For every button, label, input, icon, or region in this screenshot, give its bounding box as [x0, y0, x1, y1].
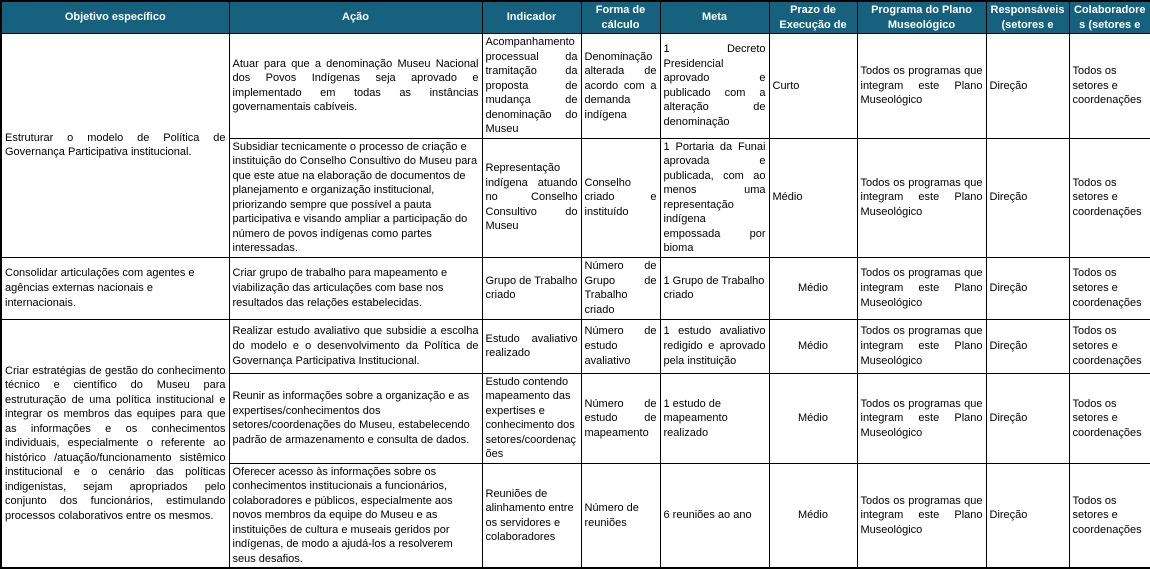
prazo-cell: Médio [769, 138, 857, 257]
objetivo-cell: Criar estratégias de gestão do conhecimento técnico e científico do Museu para estruturação de uma política institucional e integrar os membros das equipes para que as informações e os conhecimentos individuais, especialmente o referente ao histórico /atuação/funcionamento sistêmico institucional e o cenário das políticas indigenistas, sejam apropriados pelo conjunto dos funcionários, estimulando processos colaborativos entre os mesmos. [1, 319, 229, 568]
forma-calculo-cell: Número de estudo avaliativo [581, 319, 660, 373]
acao-cell: Oferecer acesso às informações sobre os conhecimentos institucionais a funcionários, colaboradores e públicos, especialmente aos novos membros da equipe do Museu e as instituições de cultura e museais geridos por indígenas, de modo a ajudá-los a resolverem seus desafios. [229, 463, 482, 568]
colaboradores-cell: Todos os setores e coordenações [1069, 138, 1150, 257]
col-header-programa-plano-museologico: Programa do Plano Museológico [857, 1, 986, 34]
forma-calculo-cell: Denominação alterada de acordo com a demanda indígena [581, 34, 660, 139]
responsaveis-cell: Direção [986, 138, 1069, 257]
indicador-cell: Reuniões de alinhamento entre os servidores e colaboradores [482, 463, 581, 568]
colaboradores-cell: Todos os setores e coordenações [1069, 373, 1150, 463]
responsaveis-cell: Direção [986, 463, 1069, 568]
programa-cell: Todos os programas que integram este Plano Museológico [857, 463, 986, 568]
prazo-cell: Médio [769, 463, 857, 568]
prazo-cell: Curto [769, 34, 857, 139]
meta-cell: 6 reuniões ao ano [660, 463, 769, 568]
prazo-cell: Médio [769, 319, 857, 373]
indicador-cell: Acompanhamento processual da tramitação da proposta de mudança de denominação do Museu [482, 34, 581, 139]
col-header-meta: Meta [660, 1, 769, 34]
meta-cell: 1 Grupo de Trabalho criado [660, 257, 769, 319]
col-header-forma-de-calculo: Forma de cálculo [581, 1, 660, 34]
acao-cell: Criar grupo de trabalho para mapeamento e viabilização das articulações com base nos resultados das relações estabelecidas. [229, 257, 482, 319]
meta-cell: 1 estudo de mapeamento realizado [660, 373, 769, 463]
header-row [1, 1, 1150, 34]
indicador-cell: Grupo de Trabalho criado [482, 257, 581, 319]
col-header-prazo-de-execucao: Prazo de Execução de [769, 1, 857, 34]
meta-cell: 1 estudo avaliativo redigido e aprovado pela instituição [660, 319, 769, 373]
col-header-responsaveis: Responsáveis (setores e [986, 1, 1069, 34]
indicador-cell: Estudo avaliativo realizado [482, 319, 581, 373]
col-header-indicador: Indicador [482, 1, 581, 34]
acao-cell: Atuar para que a denominação Museu Nacional dos Povos Indígenas seja aprovado e implementado em todas as instâncias governamentais cabíveis. [229, 34, 482, 139]
prazo-cell: Médio [769, 373, 857, 463]
programa-cell: Todos os programas que integram este Plano Museológico [857, 257, 986, 319]
prazo-cell: Médio [769, 257, 857, 319]
indicador-cell: Estudo contendo mapeamento das expertises e conhecimento dos setores/coordenações [482, 373, 581, 463]
forma-calculo-cell: Número de estudo de mapeamento [581, 373, 660, 463]
programa-cell: Todos os programas que integram este Plano Museológico [857, 373, 986, 463]
forma-calculo-cell: Conselho criado e instituído [581, 138, 660, 257]
objetivo-cell: Estruturar o modelo de Política de Governança Participativa institucional. [1, 34, 229, 258]
responsaveis-cell: Direção [986, 373, 1069, 463]
colaboradores-cell: Todos os setores e coordenações [1069, 463, 1150, 568]
colaboradores-cell: Todos os setores e coordenações [1069, 319, 1150, 373]
forma-calculo-cell: Número de reuniões [581, 463, 660, 568]
col-header-acao: Ação [229, 1, 482, 34]
programa-cell: Todos os programas que integram este Plano Museológico [857, 138, 986, 257]
table-row [1, 319, 1150, 373]
programa-cell: Todos os programas que integram este Plano Museológico [857, 319, 986, 373]
col-header-colaboradores: Colaboradores (setores e [1069, 1, 1150, 34]
forma-calculo-cell: Número de Grupo de Trabalho criado [581, 257, 660, 319]
objetivo-cell: Consolidar articulações com agentes e agências externas nacionais e internacionais. [1, 257, 229, 319]
acao-cell: Realizar estudo avaliativo que subsidie a escolha do modelo e o desenvolvimento da Política de Governança Participativa Institucional. [229, 319, 482, 373]
table-row [1, 257, 1150, 319]
acao-cell: Subsidiar tecnicamente o processo de criação e instituição do Conselho Consultivo do Museu para que este atue na elaboração de documentos de planejamento e organização institucional, priorizando sempre que possível a pauta participativa e visando ampliar a participação do número de povos indígenas como partes interessadas. [229, 138, 482, 257]
programa-cell: Todos os programas que integram este Plano Museológico [857, 34, 986, 139]
table-row [1, 34, 1150, 139]
meta-cell: 1 Decreto Presidencial aprovado e publicado com a alteração de denominação [660, 34, 769, 139]
responsaveis-cell: Direção [986, 34, 1069, 139]
responsaveis-cell: Direção [986, 257, 1069, 319]
meta-cell: 1 Portaria da Funai aprovada e publicada, com ao menos uma representação indígena empossada por bioma [660, 138, 769, 257]
colaboradores-cell: Todos os setores e coordenações [1069, 257, 1150, 319]
col-header-objetivo-especifico: Objetivo específico [1, 1, 229, 34]
indicador-cell: Representação indígena atuando no Conselho Consultivo do Museu [482, 138, 581, 257]
responsaveis-cell: Direção [986, 319, 1069, 373]
colaboradores-cell: Todos os setores e coordenações [1069, 34, 1150, 139]
acao-cell: Reunir as informações sobre a organização e as expertises/conhecimentos dos setores/coordenações do Museu, estabelecendo padrão de armazenamento e consulta de dados. [229, 373, 482, 463]
